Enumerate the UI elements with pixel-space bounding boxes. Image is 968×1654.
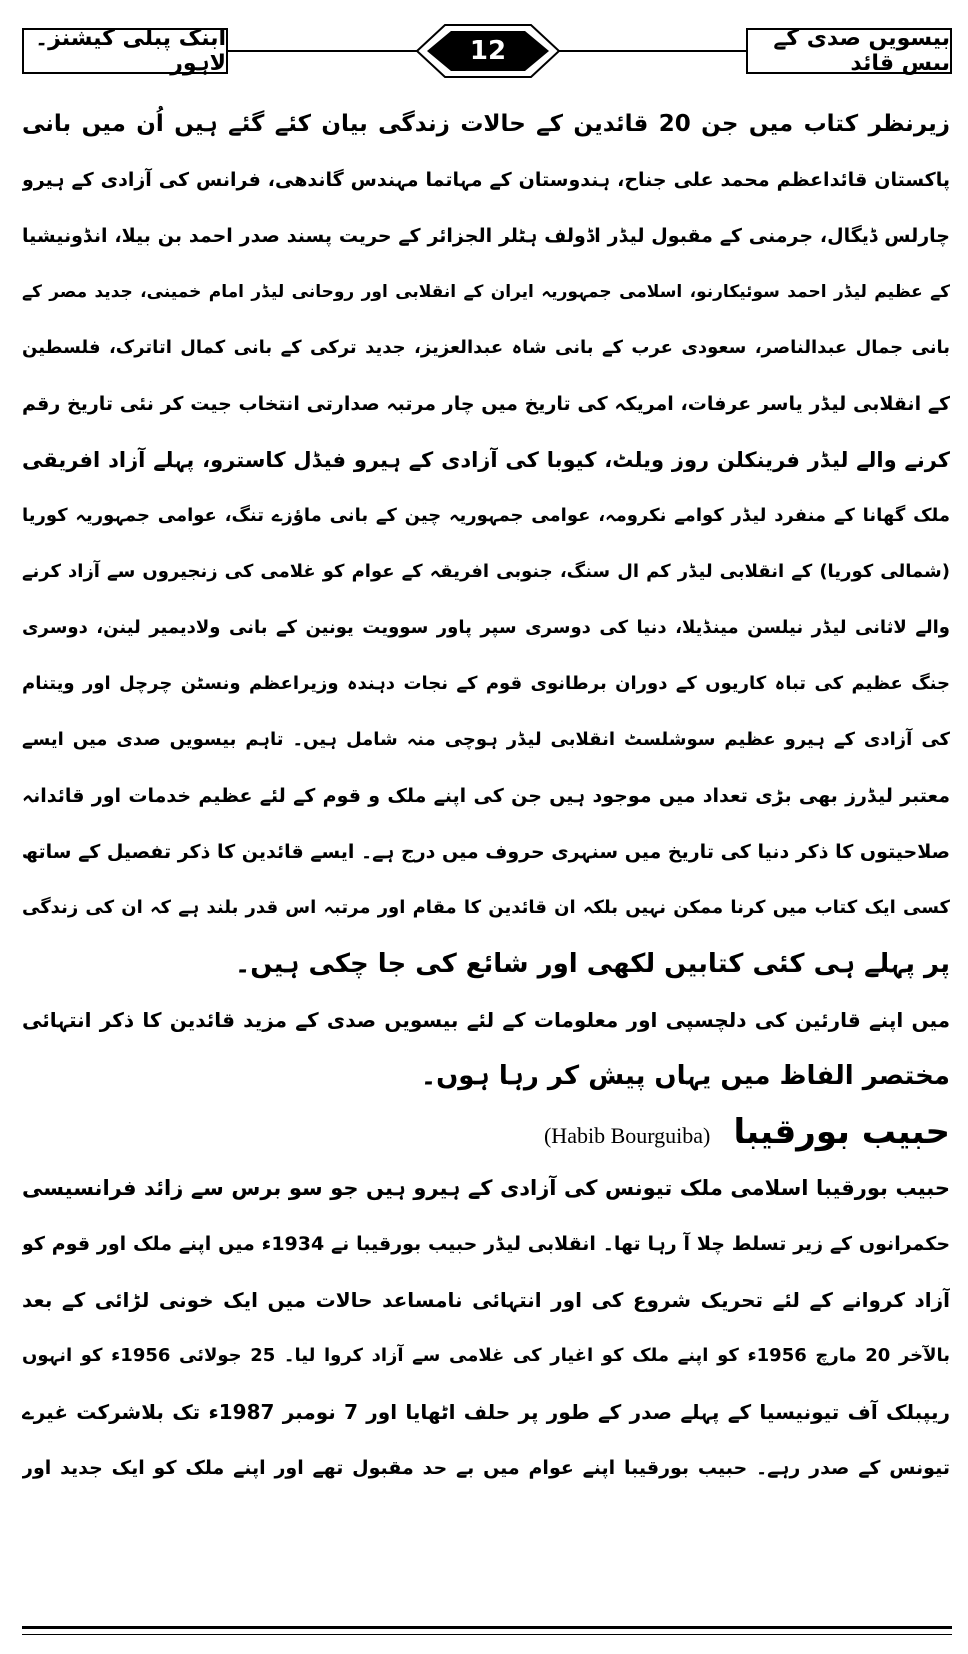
footer-rule-thin — [22, 1634, 952, 1635]
text-line: کی آزادی کے ہیرو عظیم سوشلسٹ انقلابی لیڈر ہوچی منہ شامل ہیں۔ تاہم بیسویں صدی میں ایسے — [22, 729, 950, 750]
text-line: والے لاثانی لیڈر نیلسن مینڈیلا، دنیا کی دوسری سپر پاور سوویت یونین کے بانی ولادیمیر لینن، دوسری — [22, 617, 950, 638]
text-line: حکمرانوں کے زیر تسلط چلا آ رہا تھا۔ انقلابی لیڈر حبیب بورقیبا نے 1934ء میں اپنے ملک اور قوم کو — [22, 1233, 950, 1255]
text-line: کرنے والے لیڈر فرینکلن روز ویلٹ، کیوبا کی آزادی کے ہیرو فیڈل کاسترو، پہلے آزاد افریقی — [22, 448, 950, 472]
section-heading — [22, 1104, 950, 1160]
text-line: آزاد کروانے کے لئے تحریک شروع کی اور انتہائی نامساعد حالات میں ایک خونی لڑائی کے بعد — [22, 1288, 950, 1312]
text-line: کسی ایک کتاب میں کرنا ممکن نہیں بلکہ ان قائدین کا مقام اور مرتبہ اس قدر بلند ہے کہ ان کی زندگی — [22, 897, 950, 918]
text-line: معتبر لیڈرز بھی بڑی تعداد میں موجود ہیں جن کی اپنے ملک و قوم کے لئے عظیم خدمات اور قائدانہ — [22, 785, 950, 807]
text-line: زیرنظر کتاب میں جن 20 قائدین کے حالات زندگی بیان کئے گئے ہیں اُن میں بانی — [22, 111, 950, 137]
text-line: بانی جمال عبدالناصر، سعودی عرب کے بانی شاہ عبدالعزیز، جدید ترکی کے بانی کمال اتاترک، فلسطین — [22, 337, 950, 358]
page-number: 12 — [469, 36, 507, 66]
page-header — [22, 22, 952, 80]
section-title-latin: (Habib Bourguiba) — [543, 1123, 711, 1148]
book-title: بیسویں صدی کے بیس قائد — [773, 26, 950, 76]
text-line: حبیب بورقیبا اسلامی ملک تیونس کی آزادی کے ہیرو ہیں جو سو برس سے زائد فرانسیسی — [22, 1176, 950, 1200]
text-line: مختصر الفاظ میں یہاں پیش کر رہا ہوں۔ — [420, 1061, 950, 1091]
text-line: ملک گھانا کے منفرد لیڈر کوامے نکرومہ، عوامی جمہوریہ چین کے بانی ماؤزے تنگ، عوامی جمہوریہ کوریا — [22, 505, 950, 526]
text-line: بالآخر 20 مارچ 1956ء کو اپنے ملک کو اغیار کی غلامی سے آزاد کروا لیا۔ 25 جولائی 1956ء کو انہوں — [22, 1345, 950, 1366]
text-line: کے انقلابی لیڈر یاسر عرفات، امریکہ کی تاریخ میں چار مرتبہ صدارتی انتخاب جیت کر نئی تاریخ رقم — [22, 393, 950, 415]
text-line: (شمالی کوریا) کے انقلابی لیڈر کم ال سنگ، جنوبی افریقہ کے عوام کو غلامی کی زنجیروں سے آزاد کرنے — [22, 561, 950, 582]
text-line: ریپبلک آف تیونیسیا کے پہلے صدر کے طور پر حلف اٹھایا اور 7 نومبر 1987ء تک بلاشرکت غیرے — [22, 1400, 950, 1424]
section-paragraph — [22, 1160, 950, 1496]
note-paragraph — [22, 992, 950, 1104]
text-line: کے عظیم لیڈر احمد سوئیکارنو، اسلامی جمہوریہ ایران کے انقلابی اور روحانی لیڈر امام خمینی، جدید مصر کے — [22, 282, 950, 302]
text-line: پر پہلے ہی کئی کتابیں لکھی اور شائع کی جا چکی ہیں۔ — [234, 949, 950, 979]
publisher-box — [22, 28, 228, 74]
text-line: پاکستان قائداعظم محمد علی جناح، ہندوستان کے مہاتما مہندس گاندھی، فرانس کی آزادی کے ہیرو — [22, 169, 950, 191]
page-body — [22, 96, 950, 1496]
publisher-name: ابنک پبلی کیشنز۔لاہور — [35, 26, 226, 76]
book-title-box — [746, 28, 952, 74]
intro-paragraph — [22, 96, 950, 992]
section-title-urdu: حبیب بورقیبا — [733, 1112, 950, 1152]
text-line: میں اپنے قارئین کی دلچسپی اور معلومات کے لئے بیسویں صدی کے مزید قائدین کا ذکر انتہائی — [22, 1008, 950, 1032]
text-line: چارلس ڈیگال، جرمنی کے مقبول لیڈر اڈولف ہٹلر الجزائر کے حریت پسند صدر احمد بن بیلا، انڈونیشیا — [22, 225, 950, 247]
page-number-badge — [415, 22, 561, 80]
footer-rule — [22, 1626, 952, 1629]
text-line: جنگ عظیم کی تباہ کاریوں کے دوران برطانوی قوم کے نجات دہندہ وزیراعظم ونسٹن چرچل اور ویتنام — [22, 673, 950, 694]
text-line: تیونس کے صدر رہے۔ حبیب بورقیبا اپنے عوام میں بے حد مقبول تھے اور اپنے ملک کو ایک جدید اور — [22, 1457, 950, 1479]
text-line: صلاحیتوں کا ذکر دنیا کی تاریخ میں سنہری حروف میں درج ہے۔ ایسے قائدین کا ذکر تفصیل کے ساتھ — [22, 841, 950, 863]
